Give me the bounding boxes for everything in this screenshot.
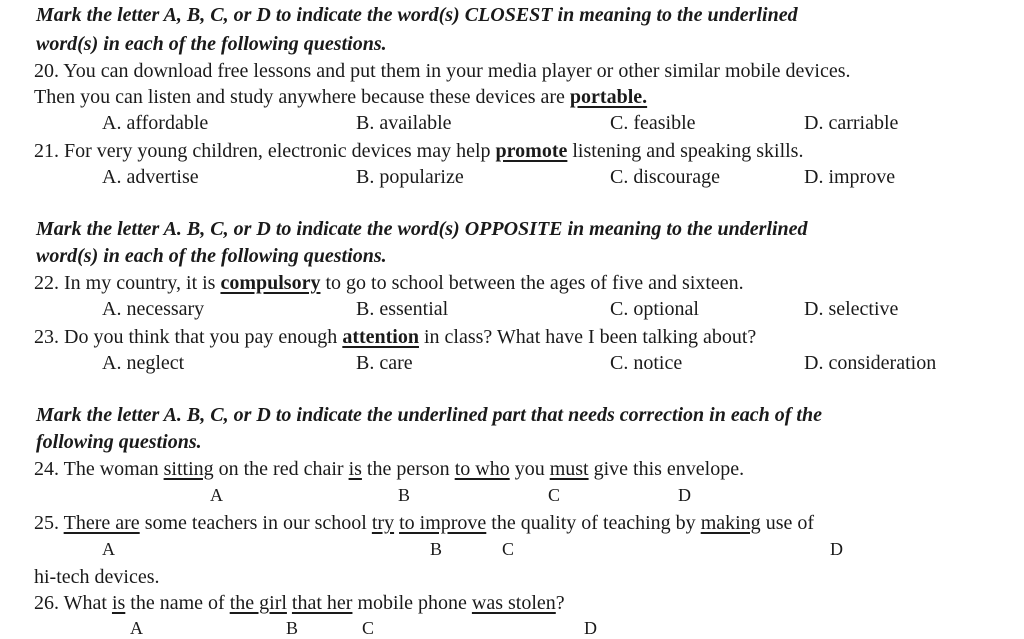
question-23-after: in class? What have I been talking about? xyxy=(418,326,757,348)
question-25-label-d: D xyxy=(830,539,843,559)
question-20-line-1: 20. You can download free lessons and put them in your media player or other similar mobile devices. xyxy=(34,60,851,82)
question-20-option-c: C. feasible xyxy=(610,112,696,134)
question-26-part: mobile phone xyxy=(352,592,472,614)
question-26-label-d: D xyxy=(584,618,597,638)
question-22-option-b: B. essential xyxy=(356,298,449,320)
question-26-underlined-b: the girl xyxy=(229,592,287,614)
question-23-option-d: D. consideration xyxy=(804,352,937,374)
question-26-label-c: C xyxy=(362,618,375,638)
question-23-underlined-word: attention xyxy=(342,326,419,348)
question-21-before: 21. For very young children, electronic devices may help xyxy=(34,140,496,162)
question-22 xyxy=(34,272,744,295)
question-24-underlined-a: sitting xyxy=(163,458,214,480)
question-25-part: use of xyxy=(760,512,815,534)
question-21 xyxy=(34,140,803,163)
question-23-option-a: A. neglect xyxy=(102,352,185,374)
question-24 xyxy=(34,458,744,481)
question-24-label-a: A xyxy=(210,485,223,505)
question-24-part: the person xyxy=(361,458,455,480)
question-26-part: 26. What xyxy=(34,592,112,614)
question-25-label-a: A xyxy=(102,539,115,559)
question-24-part: on the red chair xyxy=(213,458,349,480)
question-21-option-d: D. improve xyxy=(804,166,896,188)
question-24-underlined-d: must xyxy=(549,458,589,480)
question-26-part: the name of xyxy=(125,592,230,614)
question-20-text: Then you can listen and study anywhere because these devices are xyxy=(34,86,570,108)
question-22-option-c: C. optional xyxy=(610,298,699,320)
question-20-underlined-word: portable. xyxy=(569,86,648,108)
question-20-option-d: D. carriable xyxy=(804,112,899,134)
question-22-after: to go to school between the ages of five and sixteen. xyxy=(320,272,744,294)
question-22-before: 22. In my country, it is xyxy=(34,272,221,294)
question-21-option-c: C. discourage xyxy=(610,166,720,188)
question-25-part: some teachers in our school xyxy=(139,512,372,534)
question-25-underlined-a: There are xyxy=(63,512,140,534)
question-26-label-b: B xyxy=(286,618,299,638)
question-25-underlined-c: to improve xyxy=(399,512,487,534)
question-24-underlined-c: to who xyxy=(454,458,510,480)
question-24-label-d: D xyxy=(678,485,691,505)
question-23-option-c: C. notice xyxy=(610,352,683,374)
question-26 xyxy=(34,592,565,615)
question-25-underlined-d: making xyxy=(700,512,761,534)
question-23-before: 23. Do you think that you pay enough xyxy=(34,326,343,348)
question-24-part: you xyxy=(509,458,550,480)
section-1-instruction-line-1: Mark the letter A, B, C, or D to indicate the word(s) CLOSEST in meaning to the underlined xyxy=(36,4,798,26)
question-24-label-c: C xyxy=(548,485,561,505)
question-20-option-a: A. affordable xyxy=(102,112,209,134)
question-25-continuation: hi-tech devices. xyxy=(34,566,160,588)
question-22-option-d: D. selective xyxy=(804,298,899,320)
section-3-instruction-line-2: following questions. xyxy=(36,431,202,453)
question-22-underlined-word: compulsory xyxy=(220,272,321,294)
question-22-option-a: A. necessary xyxy=(102,298,205,320)
question-23 xyxy=(34,326,756,349)
question-24-part: 24. The woman xyxy=(34,458,164,480)
question-25-label-c: C xyxy=(502,539,515,559)
question-21-option-b: B. popularize xyxy=(356,166,464,188)
question-21-option-a: A. advertise xyxy=(102,166,199,188)
question-24-underlined-b: is xyxy=(348,458,362,480)
question-21-after: listening and speaking skills. xyxy=(567,140,804,162)
question-26-underlined-d: was stolen xyxy=(471,592,556,614)
question-21-underlined-word: promote xyxy=(495,140,568,162)
question-26-underlined-c: that her xyxy=(291,592,353,614)
question-26-label-a: A xyxy=(130,618,143,638)
question-20-line-2 xyxy=(34,86,647,109)
section-1-instruction-line-2: word(s) in each of the following questions. xyxy=(36,33,387,55)
question-25-label-b: B xyxy=(430,539,443,559)
question-24-part: give this envelope. xyxy=(588,458,745,480)
question-25-part: 25. xyxy=(34,512,64,534)
question-26-underlined-a: is xyxy=(111,592,126,614)
question-25-part: the quality of teaching by xyxy=(486,512,701,534)
question-24-label-b: B xyxy=(398,485,411,505)
question-25 xyxy=(34,512,814,535)
question-26-part: ? xyxy=(555,592,565,614)
section-2-instruction-line-1: Mark the letter A. B, C, or D to indicate the word(s) OPPOSITE in meaning to the underlined xyxy=(36,218,808,240)
question-25-underlined-b: try xyxy=(371,512,395,534)
section-2-instruction-line-2: word(s) in each of the following questions. xyxy=(36,245,387,267)
question-20-option-b: B. available xyxy=(356,112,452,134)
question-23-option-b: B. care xyxy=(356,352,413,374)
section-3-instruction-line-1: Mark the letter A. B, C, or D to indicate the underlined part that needs correction in each of the xyxy=(36,404,822,426)
